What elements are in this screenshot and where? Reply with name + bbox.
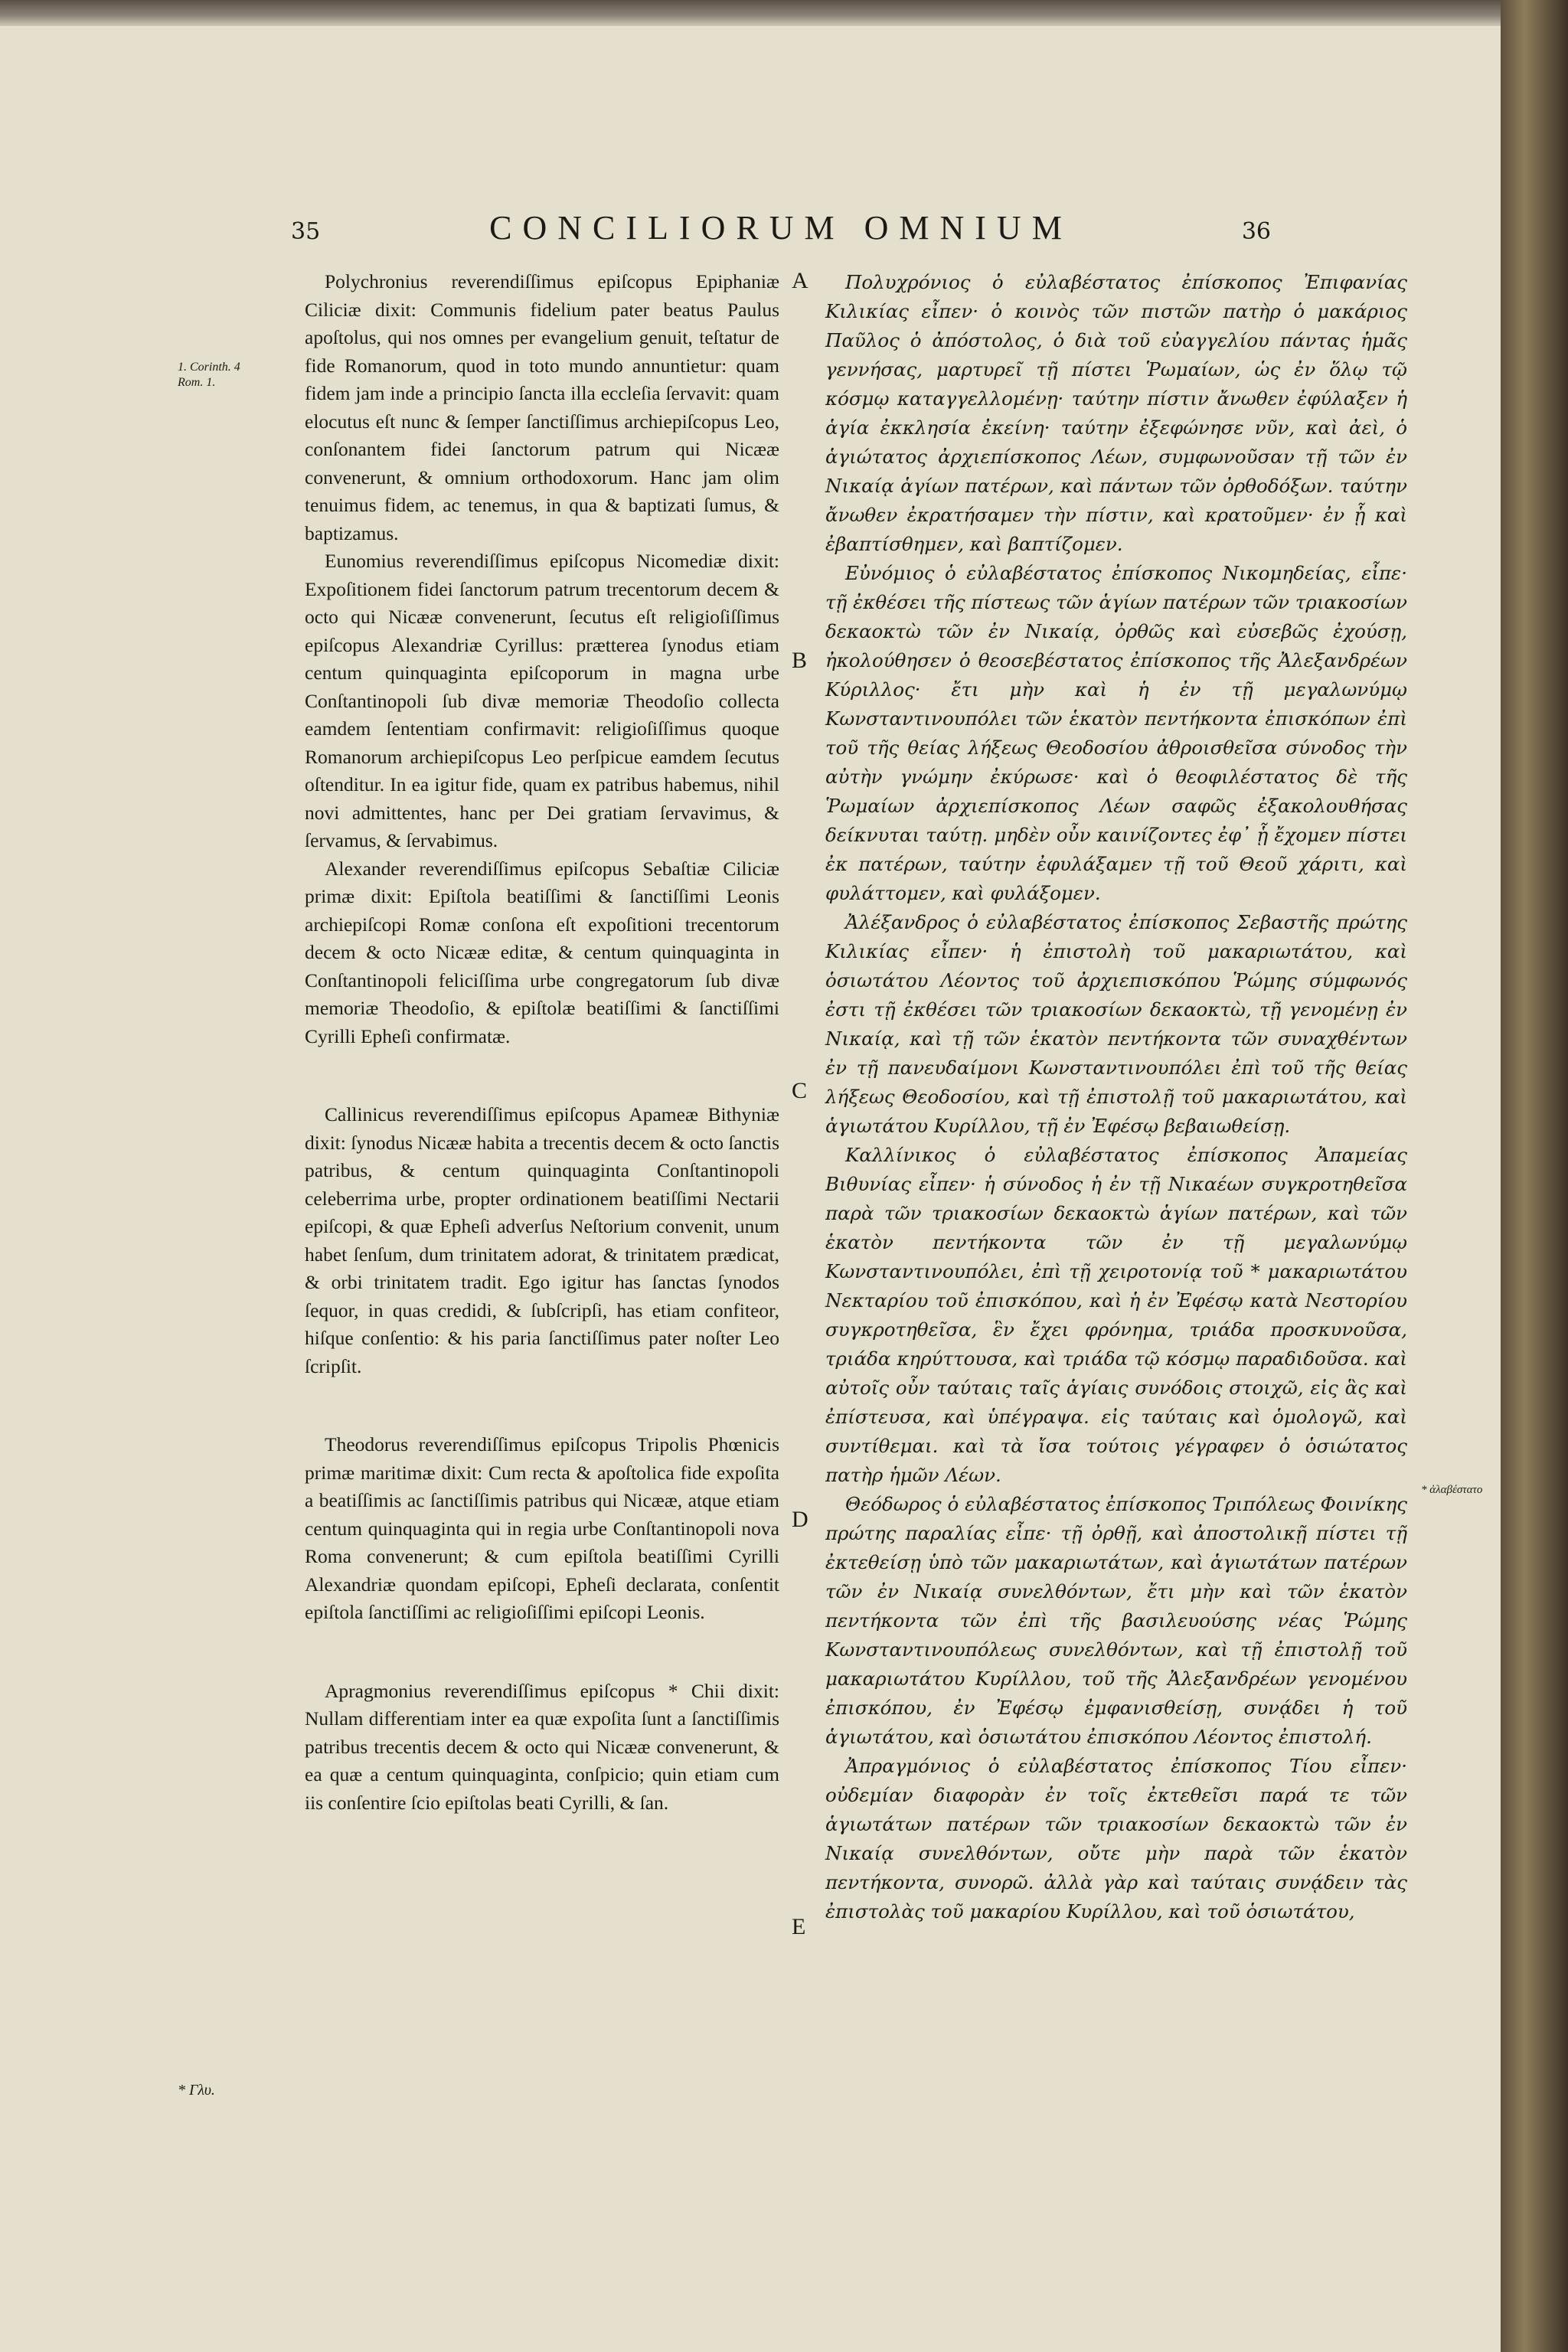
latin-paragraph-polychronius: Polychronius reverendiſſimus epiſcopus Epiphaniæ Ciliciæ dixit: Communis fidelium pater beatus Paulus apoſtolus, qui nos omnes per evangelium genuit, teſtatur de fide Romanorum, quod in toto mundo annuntietur: quam fidem jam inde a principio ſancta illa eccleſia ſervavit: quam elocutus eſt nunc & ſemper ſanctiſſimus archiepiſcopus Leo, conſonantem fidei ſanctorum patrum qui Nicææ convenerunt, & omnium orthodoxorum. Hanc jam olim tenuimus fidem, ac tenemus, in qua & baptizati ſumus, & baptizamus. [305, 270, 779, 544]
margin-note-star-right: * ἀλαβέστατο [1421, 1484, 1483, 1496]
book-binding-edge [1501, 0, 1568, 2352]
latin-column [305, 268, 779, 1817]
latin-paragraph-alexander: Alexander reverendiſſimus epiſcopus Sebaſtiæ Ciliciæ primæ dixit: Epiſtola beatiſſimi & ſanctiſſimi Leonis archiepiſcopi Romæ conſona eſt expoſitioni trecentorum decem & octo Nicææ editæ, & centum quinquaginta in Conſtantinopoli feliciſſima urbe congregatorum ſub divæ memoriæ Theodoſio, & epiſtolæ beatiſſimi & ſanctiſſimi Cyrilli Epheſi confirmatæ. [305, 857, 779, 1047]
section-letter-a: A [792, 268, 808, 293]
margin-reference: 1. Corinth. 4 Rom. 1. [178, 361, 240, 389]
greek-paragraph-apragmonius: Ἀπραγμόνιος ὁ εὐλαβέστατος ἐπίσκοπος Τίου εἶπεν· οὐδεμίαν διαφορὰν ἐν τοῖς ἐκτεθεῖσι παρά τε τῶν ἁγιωτάτων πατέρων τῶν τριακοσίων δεκαοκτὼ τῶν ἐν Νικαίᾳ συνελθόντων, οὔτε μὴν παρὰ τῶν ἑκατὸν πεντήκοντα, συνορῶ. ἀλλὰ γὰρ καὶ ταύταις συνᾴδειν τὰς ἐπιστολὰς τοῦ μακαρίου Κυρίλλου, καὶ τοῦ ὁσιωτάτου, [825, 1755, 1407, 1922]
latin-paragraph-apragmonius: Apragmonius reverendiſſimus epiſcopus * Chii dixit: Nullam differentiam inter ea quæ expoſita ſunt a ſanctiſſimis patribus trecentis decem & octo qui Nicææ convenerunt, & ea quæ a centum quinquaginta, conſpicio; quin etiam cum iis conſentire ſcio epiſtolas beati Cyrilli, & ſan. [305, 1679, 779, 1814]
page-number-right: 36 [1241, 218, 1271, 245]
page-header [291, 208, 1271, 247]
latin-paragraph-eunomius: Eunomius reverendiſſimus epiſcopus Nicomediæ dixit: Expoſitionem fidei ſanctorum patrum trecentorum decem & octo qui Nicææ convenerunt, ſecutus eſt religioſiſſimus epiſcopus Alexandriæ Cyrillus: prætterea ſynodus etiam centum quinquaginta epiſcoporum in magna urbe Conſtantinopoli ſub divæ memoriæ Theodoſio collecta eamdem ſententiam confirmavit: religioſiſſimus quoque Romanorum archiepiſcopus Leo perſpicue eamdem ſecutus oſtenditur. In ea igitur fide, quam ex patribus habemus, nihil novi admittentes, hanc per Dei gratiam ſervavimus, & ſervamus, & ſervabimus. [305, 550, 779, 851]
greek-paragraph-alexander: Ἀλέξανδρος ὁ εὐλαβέστατος ἐπίσκοπος Σεβαστῆς πρώτης Κιλικίας εἶπεν· ἡ ἐπιστολὴ τοῦ μακαριωτάτου, καὶ ὁσιωτάτου Λέοντος τοῦ ἀρχιεπισκόπου Ῥώμης σύμφωνός ἐστι τῇ ἐκθέσει τῶν τριακοσίων δεκαοκτὼ, τῇ γενομένῃ ἐν Νικαίᾳ, καὶ τῇ τῶν ἑκατὸν πεντήκοντα τῶν συναχθέντων ἐν τῇ πανευδαίμονι Κωνσταντινουπόλει ἐπὶ τοῦ τῆς θείας λήξεως Θεοδοσίου, καὶ τῇ ἐπιστολῇ τοῦ μακαριωτάτου, καὶ ἁγιωτάτου Κυρίλλου, τῇ ἐν Ἐφέσῳ βεβαιωθείσῃ. [825, 911, 1407, 1137]
greek-paragraph-callinicus: Καλλίνικος ὁ εὐλαβέστατος ἐπίσκοπος Ἀπαμείας Βιθυνίας εἶπεν· ἡ σύνοδος ἡ ἐν τῇ Νικαέων συγκροτηθεῖσα παρὰ τῶν τριακοσίων δεκαοκτὼ ἁγίων πατέρων, καὶ τῶν ἑκατὸν πεντήκοντα τῶν ἐν τῇ μεγαλωνύμῳ Κωνσταντινουπόλει, ἐπὶ τῇ χειροτονίᾳ τοῦ * μακαριωτάτου Νεκταρίου τοῦ ἐπισκόπου, καὶ ἡ ἐν Ἐφέσῳ κατὰ Νεστορίου συγκροτηθεῖσα, ἓν ἔχει φρόνημα, τριάδα προσκυνοῦσα, τριάδα κηρύττουσα, καὶ τριάδα τῷ κόσμῳ παραδιδοῦσα. καὶ αὐτοῖς οὖν ταύταις ταῖς ἁγίαις συνόδοις στοιχῶ, εἰς ἃς καὶ ἐπίστευσα, καὶ ὑπέγραψα. εἰς ταύταις καὶ ὁμολογῶ, καὶ συντίθεμαι. καὶ τὰ ἴσα τούτοις γέγραφεν ὁ ὁσιώτατος πατὴρ ἡμῶν Λέων. [825, 1144, 1407, 1486]
top-edge-band [0, 0, 1568, 26]
running-title: CONCILIORUM OMNIUM [489, 209, 1073, 247]
margin-note-star-left: * Γλυ. [178, 2082, 215, 2099]
section-letter-d: D [792, 1507, 808, 1532]
greek-column [825, 268, 1407, 1926]
greek-paragraph-polychronius: Πολυχρόνιος ὁ εὐλαβέστατος ἐπίσκοπος Ἐπιφανίας Κιλικίας εἶπεν· ὁ κοινὸς τῶν πιστῶν πατὴρ ὁ μακάριος Παῦλος ὁ ἀπόστολος, ὁ διὰ τοῦ εὐαγγελίου πάντας ἡμᾶς γεννήσας, μαρτυρεῖ τῇ πίστει Ῥωμαίων, ὡς ἐν ὅλῳ τῷ κόσμῳ καταγγελλομένῃ· ταύτην πίστιν ἄνωθεν ἐφύλαξεν ἡ ἁγία ἐκκλησία ἐκείνη· ταύτην ἐξεφώνησε νῦν, καὶ ἀεὶ, ὁ ἁγιώτατος ἀρχιεπίσκοπος Λέων, συμφωνοῦσαν τῇ τῶν ἐν Νικαίᾳ ἁγίων πατέρων, καὶ πάντων τῶν ὀρθοδόξων. ταύτην ἄνωθεν ἐκρατήσαμεν τὴν πίστιν, καὶ κρατοῦμεν· ἐν ᾗ καὶ ἐβαπτίσθημεν, καὶ βαπτίζομεν. [825, 271, 1407, 555]
greek-paragraph-theodorus: Θεόδωρος ὁ εὐλαβέστατος ἐπίσκοπος Τριπόλεως Φοινίκης πρώτης παραλίας εἶπε· τῇ ὀρθῇ, καὶ ἀποστολικῇ πίστει τῇ ἐκτεθείσῃ ὑπὸ τῶν μακαριωτάτων, καὶ ἁγιωτάτων πατέρων τῶν ἐν Νικαίᾳ συνελθόντων, ἔτι μὴν καὶ τῶν ἑκατὸν πεντήκοντα τῶν ἐπὶ τῆς βασιλευούσης νέας Ῥώμης Κωνσταντινουπόλεως συνελθόντων, καὶ τῇ ἐπιστολῇ τοῦ μακαριωτάτου Κυρίλλου, τοῦ τῆς Ἀλεξανδρέων γενομένου ἐπισκόπου, ἐν Ἐφέσῳ ἐμφανισθείσῃ, συνᾴδει ἡ τοῦ ἁγιωτάτου, καὶ ὁσιωτάτου ἐπισκόπου Λέοντος ἐπιστολή. [825, 1493, 1407, 1748]
section-letter-e: E [792, 1914, 806, 1939]
greek-paragraph-eunomius: Εὐνόμιος ὁ εὐλαβέστατος ἐπίσκοπος Νικομηδείας, εἶπε· τῇ ἐκθέσει τῆς πίστεως τῶν ἁγίων πατέρων τῶν τριακοσίων δεκαοκτὼ τῶν ἐν Νικαίᾳ, ὀρθῶς καὶ εὐσεβῶς ἐχούσῃ, ἠκολούθησεν ὁ θεοσεβέστατος ἐπίσκοπος τῆς Ἀλεξανδρέων Κύριλλος· ἔτι μὴν καὶ ἡ ἐν τῇ μεγαλωνύμῳ Κωνσταντινουπόλει τῶν ἑκατὸν πεντήκοντα ἐπισκόπων ἐπὶ τοῦ τῆς θείας λήξεως Θεοδοσίου ἀθροισθεῖσα σύνοδος τὴν αὐτὴν γνώμην ἐκύρωσε· καὶ ὁ θεοφιλέστατος δὲ τῆς Ῥωμαίων ἀρχιεπίσκοπος Λέων σαφῶς ἐξακολουθήσας δείκνυται ταύτῃ. μηδὲν οὖν καινίζοντες ἐφ᾽ ᾗ ἔχομεν πίστει ἐκ πατέρων, ταύτην ἐφυλάξαμεν τῇ τοῦ Θεοῦ χάριτι, καὶ φυλάττομεν, καὶ φυλάξομεν. [825, 562, 1407, 904]
latin-paragraph-theodorus: Theodorus reverendiſſimus epiſcopus Tripolis Phœnicis primæ maritimæ dixit: Cum recta & apoſtolica fide expoſita a beatiſſimis ac ſanctiſſimis patribus qui Nicææ, atque etiam centum quinquaginta qui in regia urbe Conſtantinopoli nova Roma convenerunt; & cum epiſtola beatiſſimi Cyrilli Alexandriæ quondam epiſcopi, Epheſi declarata, conſentit epiſtola ſanctiſſimi ac religioſiſſimi epiſcopi Leonis. [305, 1433, 779, 1623]
page-number-left: 35 [291, 218, 321, 245]
latin-paragraph-callinicus: Callinicus reverendiſſimus epiſcopus Apameæ Bithyniæ dixit: ſynodus Nicææ habita a trecentis decem & octo ſanctis patribus, & centum quinquaginta Conſtantinopoli celeberrima urbe, propter ordinationem beatiſſimi Nectarii epiſcopi, & quæ Epheſi adverſus Neſtorium convenit, unum habet ſenſum, dum trinitatem adorat, & trinitatem prædicat, & orbi trinitatem tradit. Ego igitur has ſanctas ſynodos ſequor, in quas credidi, & ſubſcripſi, has etiam confiteor, hiſque conſentio: & his paria ſanctiſſimus pater noſter Leo ſcripſit. [305, 1103, 779, 1377]
section-letter-b: B [792, 648, 808, 673]
section-letter-c: C [792, 1078, 808, 1103]
